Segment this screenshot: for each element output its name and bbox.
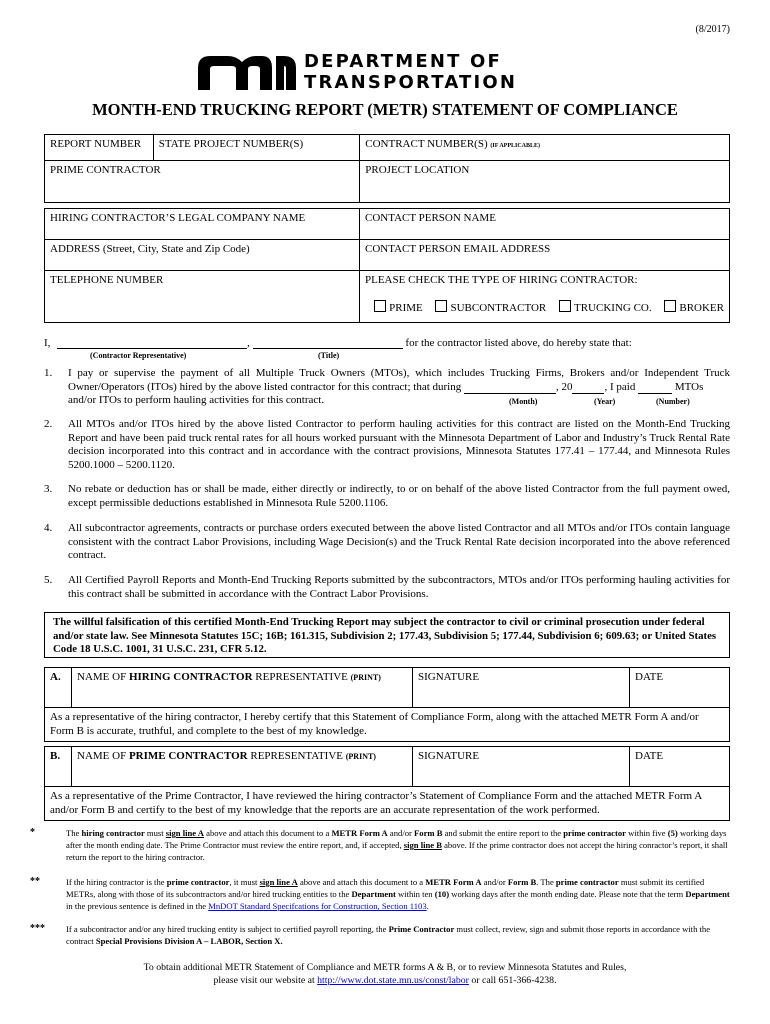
mn-logo-icon	[198, 54, 296, 90]
prime-contractor-field[interactable]: PRIME CONTRACTOR	[45, 161, 360, 203]
section-b-table	[44, 746, 730, 821]
section-a-table	[44, 667, 730, 742]
subcontractor-checkbox[interactable]	[435, 300, 447, 312]
contract-number-field[interactable]: CONTRACT NUMBER(S) (IF APPLICABLE)	[360, 135, 730, 161]
contractor-representative-field[interactable]	[57, 337, 247, 349]
project-info-table	[44, 134, 730, 203]
trucking-co-checkbox[interactable]	[559, 300, 571, 312]
contact-person-name-field[interactable]: CONTACT PERSON NAME	[360, 209, 730, 240]
dept-line2: TRANSPORTATION	[304, 72, 518, 93]
state-project-field[interactable]: STATE PROJECT NUMBER(S)	[153, 135, 360, 161]
month-field[interactable]	[464, 382, 556, 394]
report-number-field[interactable]: REPORT NUMBER	[45, 135, 154, 161]
number-field[interactable]	[638, 382, 672, 394]
mndot-spec-link[interactable]: MnDOT Standard Specifcations for Construction, Section 1103	[208, 901, 427, 911]
page-title: MONTH-END TRUCKING REPORT (METR) STATEMENT OF COMPLIANCE	[92, 100, 678, 119]
prime-rep-signature-field[interactable]: SIGNATURE	[413, 747, 630, 787]
legal-company-name-field[interactable]: HIRING CONTRACTOR’S LEGAL COMPANY NAME	[45, 209, 360, 240]
section-b-certification: As a representative of the Prime Contractor, I have reviewed the hiring contractor’s Statement of Compliance Form and the attached METR Form A and/or Form B and certify to the best of my knowledge that the reports are an accurate representation of the work performed.	[45, 787, 730, 821]
section-a-letter: A.	[45, 668, 72, 708]
prime-rep-date-field[interactable]: DATE	[630, 747, 730, 787]
mndot-logo	[198, 50, 543, 96]
item-1: 1. I pay or supervise the payment of all Multiple Truck Owners (MTOs), which includes Trucking Firms, Brokers and/or Independent Truck Owner/Operators (ITOs) hired by the above listed contractor for this contract; that during , 20 , I paid MTOs and/or ITOs to perform hauling activities for this contract. (Month) (Year) (Number)	[44, 367, 730, 412]
title-label: (Title)	[318, 351, 340, 360]
number-label: (Number)	[656, 397, 690, 406]
year-label: (Year)	[594, 397, 616, 406]
footnote-1: * The hiring contractor must sign line A above and attach this document to a METR Form A and/or Form B and submit the entire report to the prime contractor within five (5) working days after the month ending date. The Prime Contractor must review the entire report, and, if accepted, sign line B above. If the prime contractor does not accept the hiring conractor’s report, it shall return the report to the hiring contractor.	[30, 827, 728, 862]
dept-line1: DEPARTMENT OF	[304, 51, 503, 72]
hiring-rep-date-field[interactable]: DATE	[630, 668, 730, 708]
month-label: (Month)	[509, 397, 538, 406]
contact-email-field[interactable]: CONTACT PERSON EMAIL ADDRESS	[360, 240, 730, 271]
hiring-rep-name-field[interactable]: NAME OF HIRING CONTRACTOR REPRESENTATIVE (PRINT)	[72, 668, 413, 708]
revision-date: (8/2017)	[695, 24, 730, 35]
broker-checkbox[interactable]	[664, 300, 676, 312]
item-3: 3. No rebate or deduction has or shall be made, either directly or indirectly, to or on behalf of the above listed Contractor from the full payment owed, except permissible deductions established in Minnesota Rule 5200.1106.	[44, 483, 730, 509]
rep-label: (Contractor Representative)	[90, 351, 187, 360]
contact-info: To obtain additional METR Statement of Compliance and METR forms A & B, or to review Minnesota Statutes and Rules, please visit our website at http://www.dot.state.mn.us/const/labor or call 651-366-4238.	[143, 962, 627, 986]
title-field[interactable]	[253, 337, 403, 349]
footnote-3: *** If a subcontractor and/or any hired trucking entity is subject to certified payroll reporting, the Prime Contractor must collect, review, sign and submit those reports in accordance with the contract Special Provisions Division A – LABOR, Section X.	[30, 923, 711, 946]
item-5: 5. All Certified Payroll Reports and Month-End Trucking Reports submitted by the subcontractors, MTOs and/or ITOs performing hauling activities for this contract shall be submitted in accordance with the Contract Labor Provisions.	[44, 574, 730, 600]
project-location-field[interactable]: PROJECT LOCATION	[360, 161, 730, 203]
statement-line: I, , for the contractor listed above, do hereby state that:	[44, 337, 632, 349]
telephone-field[interactable]: TELEPHONE NUMBER	[45, 271, 360, 323]
labor-website-link[interactable]: http://www.dot.state.mn.us/const/labor	[317, 975, 469, 986]
section-b-letter: B.	[45, 747, 72, 787]
prime-rep-name-field[interactable]: NAME OF PRIME CONTRACTOR REPRESENTATIVE (PRINT)	[72, 747, 413, 787]
item-2: 2. All MTOs and/or ITOs hired by the above listed Contractor to perform hauling activities for this contract are listed on the Month-End Trucking Report and have been paid truck rental rates for all hours worked pursuant with the Minnesota Department of Labor and Industry’s Truck Rental Rate decision incorporated into this contract and in accordance with the contract provisions, Minnesota Statutes 177.41 – 177.44, and Minnesota Rules 5200.1000 – 5200.1120.	[44, 418, 730, 471]
prime-checkbox[interactable]	[374, 300, 386, 312]
hiring-rep-signature-field[interactable]: SIGNATURE	[413, 668, 630, 708]
contractor-type-cell: PLEASE CHECK THE TYPE OF HIRING CONTRACTOR: PRIME SUBCONTRACTOR TRUCKING CO. BROKER	[360, 271, 730, 323]
footnote-2: ** If the hiring contractor is the prime contractor, it must sign line A above and attach this document to a METR Form A and/or Form B. The prime contractor must submit its certified METRs, along with those of its subcontractors and/or hired trucking entities to the Department within ten (10) working days after the month ending date. Please note that the term Department in the previous sentence is defined in the MnDOT Standard Specifcations for Construction, Section 1103.	[30, 876, 730, 911]
year-field[interactable]	[572, 382, 604, 394]
address-field[interactable]: ADDRESS (Street, City, State and Zip Code)	[45, 240, 360, 271]
hiring-contractor-table	[44, 208, 730, 323]
falsification-warning: The willful falsification of this certified Month-End Trucking Report may subject the contractor to civil or criminal prosecution under federal and/or state law. See Minnesota Statutes 15C; 16B; 161.315, Subdivision 2; 177.43, Subdivision 5; 177.44, Subdivision 6; 609.63; or United States Code 18 U.S.C. 1001, 31 U.S.C. 231, CFR 5.12.	[44, 612, 730, 658]
item-4: 4. All subcontractor agreements, contracts or purchase orders executed between the above listed Contractor and all MTOs and/or ITOs contain language consistent with the contract Labor Provisions, including Wage Decision(s) and the Truck Rental Rate decision incorporated into the above referenced contract.	[44, 522, 730, 561]
section-a-certification: As a representative of the hiring contractor, I hereby certify that this Statement of Compliance Form, along with the attached METR Form A and/or Form B is accurate, truthful, and complete to the best of my knowledge.	[45, 708, 730, 742]
